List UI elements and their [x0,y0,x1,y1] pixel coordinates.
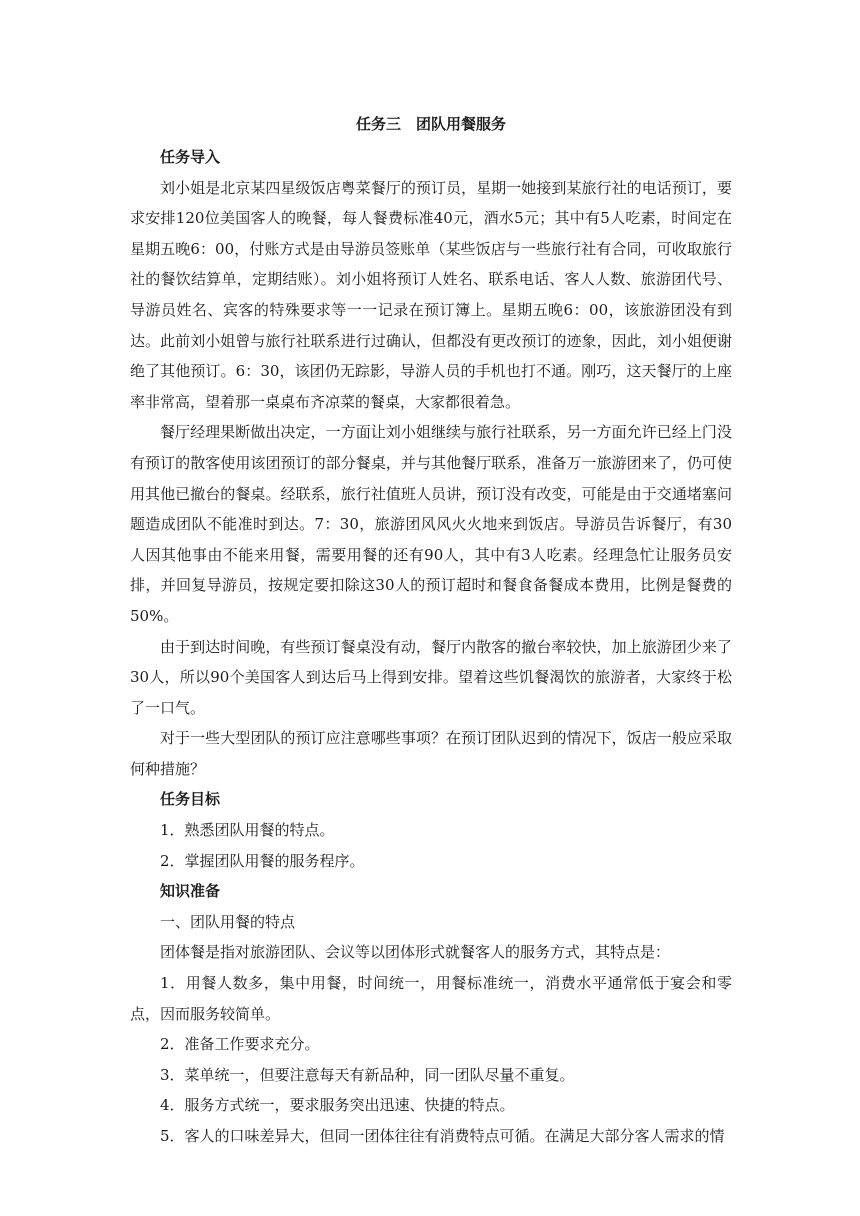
subsection-intro: 团体餐是指对旅游团队、会议等以团体形式就餐客人的服务方式，其特点是： [160,943,671,962]
subsection-title-1: 一、团队用餐的特点 [160,912,296,931]
intro-paragraph-3: 由于到达时间晚，有些预订餐桌没有动，餐厅内散客的撤台率较快，加上旅游团少来了30人，所以90个美国客人到达后马上得到安排。望着这些饥餐渴饮的旅游者，大家终于松了一口气。 [130,637,732,717]
intro-paragraph-4: 对于一些大型团队的预订应注意哪些事项？在预订团队迟到的情况下，饭店一般应采取何种措施？ [130,729,732,778]
section-heading-intro: 任务导入 [160,148,221,166]
feature-point-5: 5．客人的口味差异大，但同一团体往往有消费特点可循。在满足大部分客人需求的情 [160,1127,725,1145]
page-title: 任务三 团队用餐服务 [355,115,506,133]
intro-paragraph-1: 刘小姐是北京某四星级饭店粤菜餐厅的预订员，星期一她接到某旅行社的电话预订，要求安排120位美国客人的晚餐，每人餐费标准40元，酒水5元；其中有5人吃素，时间定在星期五晚6：00，付账方式是由导游员签账单（某些饭店与一些旅行社有合同，可收取旅行社的餐饮结算单，定期结账）。刘小姐将预订人姓名、联系电话、客人人数、旅游团代号、导游员姓名、宾客的特殊要求等一一记录在预订簿上。星期五晚6：00，该旅游团没有到达。此前刘小姐曾与旅行社联系进行过确认，但都没有更改预订的迹象，因此，刘小姐便谢绝了其他预订。6：30，该团仍无踪影，导游人员的手机也打不通。刚巧，这天餐厅的上座率非常高，望着那一桌桌布齐凉菜的餐桌，大家都很着急。 [130,178,732,411]
feature-point-3: 3．菜单统一，但要注意每天有新品种，同一团队尽量不重复。 [160,1065,575,1084]
document-page [130,106,732,1151]
feature-point-1: 1．用餐人数多，集中用餐，时间统一，用餐标准统一，消费水平通常低于宴会和零点，因而服务较简单。 [130,974,732,1023]
feature-point-2: 2．准备工作要求充分。 [160,1035,320,1054]
section-heading-goals: 任务目标 [160,790,221,809]
intro-paragraph-2: 餐厅经理果断做出决定，一方面让刘小姐继续与旅行社联系，另一方面允许已经上门没有预订的散客使用该团预订的部分餐桌，并与其他餐厅联系，准备万一旅游团来了，仍可使用其他已撤台的餐桌。经联系，旅行社值班人员讲，预订没有改变，可能是由于交通堵塞问题造成团队不能准时到达。7：30，旅游团风风火火地来到饭店。导游员告诉餐厅，有30人因其他事由不能来用餐，需要用餐的还有90人，其中有3人吃素。经理急忙让服务员安排，并回复导游员，按规定要扣除这30人的预订超时和餐食备餐成本费用，比例是餐费的50%。 [130,423,732,625]
section-heading-knowledge: 知识准备 [160,882,221,901]
goal-item-1: 1．熟悉团队用餐的特点。 [160,821,335,840]
feature-point-4: 4．服务方式统一，要求服务突出迅速、快捷的特点。 [160,1096,515,1115]
goal-item-2: 2．掌握团队用餐的服务程序。 [160,851,365,870]
